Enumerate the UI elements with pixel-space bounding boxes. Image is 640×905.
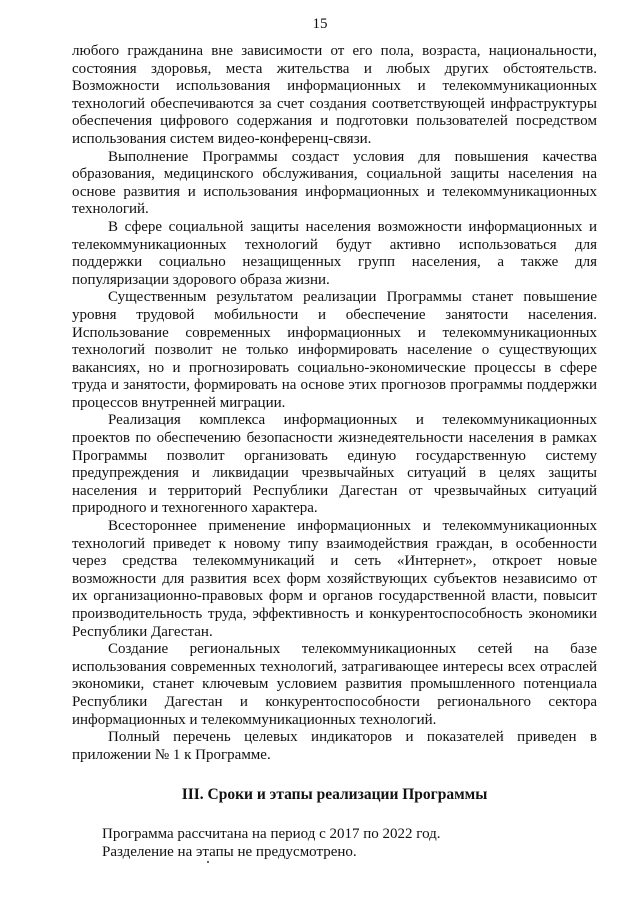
page-number: 15 [312,16,328,32]
paragraph: Разделение на этапы не предусмотрено. [102,843,357,860]
paragraph: Всестороннее применение информационных и телекоммуникационных технологий приведет к новому типу взаимодействия граждан, в особенности через средства телекоммуникаций и сеть «Интернет», откроет новые возможности для развития всех форм хозяйствующих субъектов независимо от их организационно-правовых форм и органов государственной власти, повысит производительность труда, эффективность и конкурентоспособность экономики Республики Дагестан. [72,518,597,640]
paragraph: Полный перечень целевых индикаторов и показателей приведен в приложении № 1 к Программе. [72,729,597,763]
paragraph: Программа рассчитана на период с 2017 по 2022 год. [102,825,441,842]
paragraph: Создание региональных телекоммуникационных сетей на базе использования современных технологий, затрагивающее интересы всех отраслей экономики, станет ключевым условием развития промышленного потенциала Республики Дагестан и конкурентоспособности регионального сектора информационных и телекоммуникационных технологий. [72,641,597,728]
paragraph: В сфере социальной защиты населения возможности информационных и телекоммуникационных технологий будут активно использоваться для поддержки социально незащищенных групп населения, а также для популяризации здорового образа жизни. [72,218,597,288]
paragraph: Реализация комплекса информационных и телекоммуникационных проектов по обеспечению безопасности жизнедеятельности населения в рамках Программы позволит организовать единую государственную систему предупреждения и ликвидации чрезвычайных ситуаций в целях защиты населения и территорий Республики Дагестан от чрезвычайных ситуаций природного и техногенного характера. [72,412,597,517]
paragraph: Выполнение Программы создаст условия для повышения качества образования, медицинского обслуживания, социальной защиты населения на основе развития и использования информационных и телекоммуникационных технологий. [72,148,597,218]
paragraph: любого гражданина вне зависимости от его пола, возраста, национальности, состояния здоровья, места жительства и любых других обстоятельств. Возможности использования информационных и телекоммуникационных технологий обеспечиваются за счет создания соответствующей инфраструктуры обеспечения цифрового содержания и подготовки пользователей посредством использования систем видео-конференц-связи. [72,43,597,147]
paragraph: Существенным результатом реализации Программы станет повышение уровня трудовой мобильности и обеспечение занятости населения. Использование современных информационных и телекоммуникационных технологий позволит не только информировать население о существующих вакансиях, но и прогнозировать социально-экономические процессы в сфере труда и занятости, формировать на основе этих прогнозов программы поддержки процессов внутренней миграции. [72,289,597,411]
scan-speck [207,861,209,863]
section-heading: III. Сроки и этапы реализации Программы [181,786,488,804]
document-body [72,43,597,861]
